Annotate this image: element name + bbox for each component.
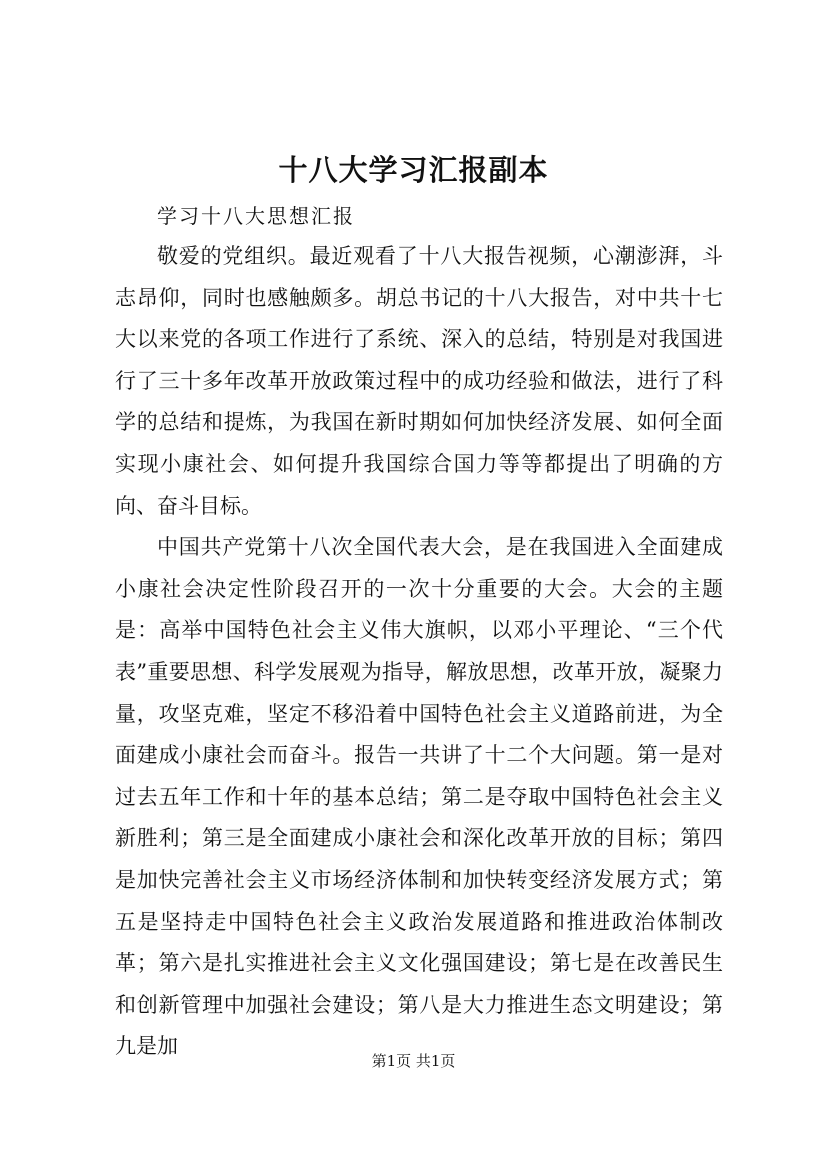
paragraph-1: 敬爱的党组织。最近观看了十八大报告视频，心潮澎湃，斗志昂仰，同时也感触颇多。胡总书记的十八大报告，对中共十七大以来党的各项工作进行了系统、深入的总结，特别是对我国进行了三十多年改革开放政策过程中的成功经验和做法，进行了科学的总结和提炼，为我国在新时期如何加快经济发展、如何全面实现小康社会、如何提升我国综合国力等等都提出了明确的方向、奋斗目标。 — [115, 244, 723, 518]
document-title: 十八大学习汇报副本 — [278, 153, 549, 187]
paragraph-2: 中国共产党第十八次全国代表大会，是在我国进入全面建成小康社会决定性阶段召开的一次十分重要的大会。大会的主题是：高举中国特色社会主义伟大旗帜，以邓小平理论、“三个代表”重要思想、科学发展观为指导，解放思想，改革开放，凝聚力量，攻坚克难，坚定不移沿着中国特色社会主义道路前进，为全面建成小康社会而奋斗。报告一共讲了十二个大问题。第一是对过去五年工作和十年的基本总结；第二是夺取中国特色社会主义新胜利；第三是全面建成小康社会和深化改革开放的目标；第四是加快完善社会主义市场经济体制和加快转变经济发展方式；第五是坚持走中国特色社会主义政治发展道路和推进政治体制改革；第六是扎实推进社会主义文化强国建设；第七是在改善民生和创新管理中加强社会建设；第八是大力推进生态文明建设；第九是加 — [115, 535, 723, 1059]
document-body — [115, 236, 723, 1068]
page-footer: 第1页 共1页 — [371, 1052, 456, 1070]
document-subtitle: 学习十八大思想汇报 — [157, 204, 355, 228]
